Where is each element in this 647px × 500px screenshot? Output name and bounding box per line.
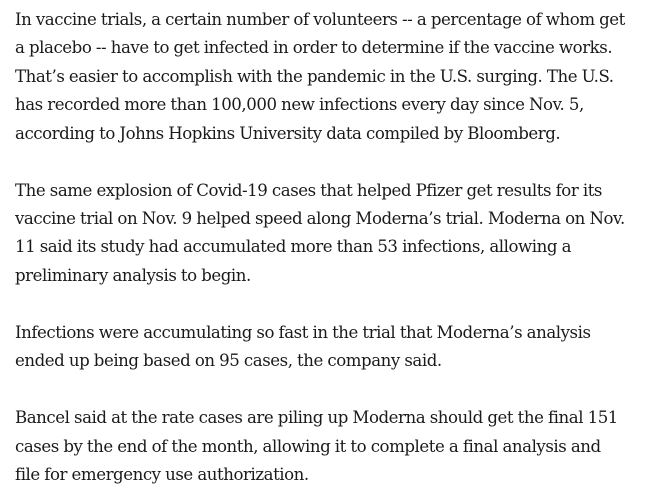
text-line: vaccine trial on Nov. 9 helped speed along Moderna’s trial. Moderna on Nov. bbox=[15, 209, 625, 229]
text-line: has recorded more than 100,000 new infections every day since Nov. 5, bbox=[15, 95, 584, 115]
text-line: Infections were accumulating so fast in the trial that Moderna’s analysis bbox=[15, 322, 591, 342]
text-line: a placebo -- have to get infected in order to determine if the vaccine works. bbox=[15, 38, 613, 58]
text-line: The same explosion of Covid-19 cases that helped Pfizer get results for its bbox=[15, 180, 602, 200]
paragraph-vaccine-trials bbox=[15, 6, 643, 148]
paragraph-bancel-said bbox=[15, 404, 643, 489]
text-line: cases by the end of the month, allowing it to complete a final analysis and bbox=[15, 436, 601, 456]
paragraph-covid-explosion bbox=[15, 177, 643, 291]
text-line: Bancel said at the rate cases are piling up Moderna should get the final 151 bbox=[15, 408, 618, 428]
text-line: In vaccine trials, a certain number of volunteers -- a percentage of whom get bbox=[15, 10, 625, 29]
text-line: file for emergency use authorization. bbox=[15, 465, 309, 485]
text-line: ended up being based on 95 cases, the company said. bbox=[15, 351, 442, 371]
paragraph-infections-accumulating bbox=[15, 319, 643, 376]
article-body bbox=[15, 6, 643, 489]
text-line: That’s easier to accomplish with the pandemic in the U.S. surging. The U.S. bbox=[15, 66, 614, 86]
text-line: according to Johns Hopkins University data compiled by Bloomberg. bbox=[15, 123, 561, 143]
text-line: 11 said its study had accumulated more than 53 infections, allowing a bbox=[15, 237, 572, 257]
text-line: preliminary analysis to begin. bbox=[15, 265, 251, 285]
